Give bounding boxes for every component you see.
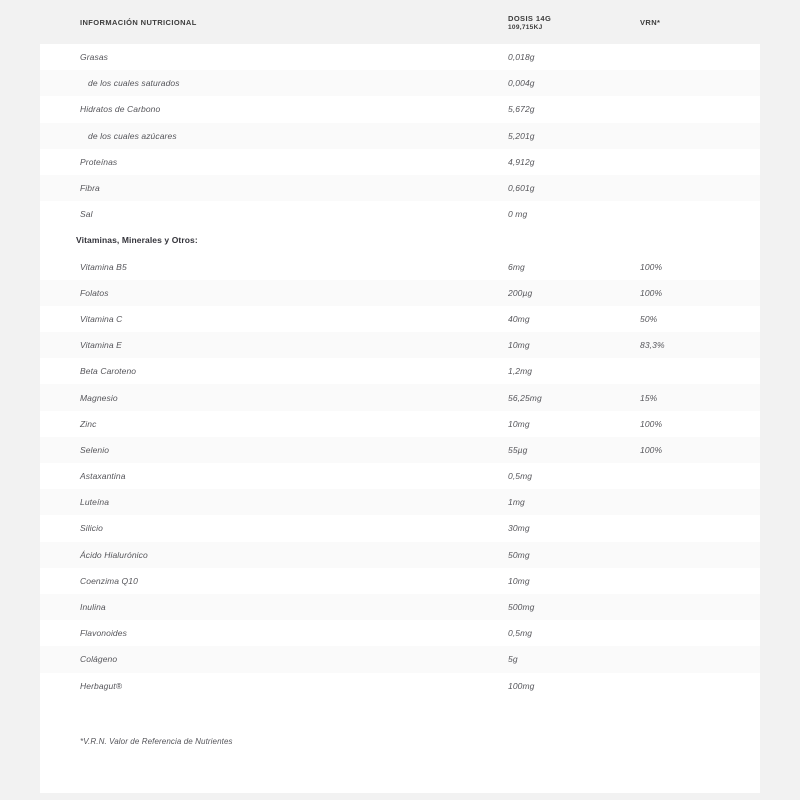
nutrient-dose: 0,018g xyxy=(508,52,535,63)
table-row xyxy=(40,463,760,489)
nutrient-name: Vitamina E xyxy=(80,340,122,351)
table-row xyxy=(40,515,760,541)
nutrient-dose: 10mg xyxy=(508,575,530,586)
nutrient-dose: 56,25mg xyxy=(508,392,542,403)
tail-cell xyxy=(40,759,760,793)
nutrient-dose: 4,912g xyxy=(508,156,535,167)
column-header-vrn: VRN* xyxy=(640,0,760,44)
table-section-row xyxy=(40,227,760,253)
nutrient-vrn xyxy=(640,358,760,384)
table-row xyxy=(40,306,760,332)
table-row xyxy=(40,358,760,384)
nutrient-dose: 30mg xyxy=(508,523,530,534)
nutrient-vrn xyxy=(640,175,760,201)
nutrient-name: Sal xyxy=(80,209,93,220)
table-row xyxy=(40,489,760,515)
nutrient-vrn xyxy=(640,149,760,175)
column-header-dose xyxy=(508,0,640,44)
nutrient-name: Folatos xyxy=(80,287,109,298)
spacer-cell xyxy=(40,699,760,725)
nutrient-vrn xyxy=(640,96,760,122)
nutrient-name: Ácido Hialurónico xyxy=(80,549,148,560)
table-row xyxy=(40,542,760,568)
table-header xyxy=(40,0,760,44)
nutrient-name: Hidratos de Carbono xyxy=(80,104,161,115)
table-header-row xyxy=(40,0,760,44)
nutrient-name: Vitamina C xyxy=(80,313,123,324)
nutrient-vrn xyxy=(640,70,760,96)
nutrient-dose: 100mg xyxy=(508,680,535,691)
table-row xyxy=(40,149,760,175)
table-body xyxy=(40,44,760,793)
nutrient-vrn xyxy=(640,44,760,70)
nutrient-dose: 1mg xyxy=(508,497,525,508)
nutrient-vrn xyxy=(640,673,760,699)
nutrient-name: Selenio xyxy=(80,444,110,455)
nutrient-name: Silicio xyxy=(80,523,103,534)
nutrient-vrn xyxy=(640,489,760,515)
nutrient-name: Beta Caroteno xyxy=(80,366,137,377)
nutrient-dose: 0 mg xyxy=(508,209,528,220)
nutrient-vrn xyxy=(640,227,760,253)
table-row xyxy=(40,96,760,122)
nutrient-name: Grasas xyxy=(80,52,108,63)
nutrient-vrn: 100% xyxy=(640,418,663,429)
nutrient-dose: 5,672g xyxy=(508,104,535,115)
nutrient-name: Zinc xyxy=(80,418,97,429)
nutrient-vrn xyxy=(640,594,760,620)
nutrient-vrn: 100% xyxy=(640,261,663,272)
table-row xyxy=(40,175,760,201)
table-spacer-row xyxy=(40,699,760,725)
nutrient-dose: 0,004g xyxy=(508,78,535,89)
table-row xyxy=(40,44,760,70)
nutrient-dose xyxy=(508,227,640,253)
nutrient-vrn xyxy=(640,646,760,672)
nutrient-dose: 50mg xyxy=(508,549,530,560)
table-row xyxy=(40,332,760,358)
nutrient-name: Flavonoides xyxy=(80,628,127,639)
table-row xyxy=(40,70,760,96)
table-tail-row xyxy=(40,759,760,793)
nutrient-vrn xyxy=(640,568,760,594)
table-row xyxy=(40,646,760,672)
section-label: Vitaminas, Minerales y Otros: xyxy=(76,235,198,246)
table-row xyxy=(40,201,760,227)
nutrient-dose: 40mg xyxy=(508,313,530,324)
nutrient-dose: 10mg xyxy=(508,418,530,429)
table-row xyxy=(40,673,760,699)
nutrient-vrn: 15% xyxy=(640,392,658,403)
nutrient-dose: 10mg xyxy=(508,340,530,351)
table-row xyxy=(40,437,760,463)
footnote-text: *V.R.N. Valor de Referencia de Nutrientes xyxy=(80,737,233,747)
nutrient-name: Magnesio xyxy=(80,392,118,403)
nutrient-dose: 55µg xyxy=(508,444,528,455)
nutrient-vrn xyxy=(640,463,760,489)
column-header-name: INFORMACIÓN NUTRICIONAL xyxy=(40,0,508,44)
footnote-row xyxy=(40,725,760,759)
nutrient-name: Proteínas xyxy=(80,156,118,167)
table-row xyxy=(40,568,760,594)
nutrient-vrn xyxy=(640,542,760,568)
nutrient-dose: 5g xyxy=(508,654,518,665)
nutrient-dose: 200µg xyxy=(508,287,533,298)
nutrient-dose: 0,601g xyxy=(508,183,535,194)
nutrition-table xyxy=(40,0,760,793)
nutrient-dose: 0,5mg xyxy=(508,628,533,639)
table-row xyxy=(40,620,760,646)
nutrient-vrn xyxy=(640,201,760,227)
nutrient-name: Inulina xyxy=(80,602,106,613)
nutrient-name: Coenzima Q10 xyxy=(80,575,138,586)
column-header-dose-line1: DOSIS 14G xyxy=(508,13,552,23)
nutrient-name: de los cuales saturados xyxy=(88,78,180,89)
nutrient-name: Colágeno xyxy=(80,654,118,665)
table-row xyxy=(40,280,760,306)
nutrient-dose: 500mg xyxy=(508,602,535,613)
table-row xyxy=(40,594,760,620)
nutrient-vrn xyxy=(640,620,760,646)
nutrient-dose: 5,201g xyxy=(508,130,535,141)
nutrient-name: de los cuales azúcares xyxy=(88,130,177,141)
column-header-dose-line2: 109,715KJ xyxy=(508,23,543,31)
nutrient-vrn: 100% xyxy=(640,287,663,298)
nutrient-name: Astaxantina xyxy=(80,471,126,482)
table-row xyxy=(40,254,760,280)
nutrient-name: Herbagut® xyxy=(80,680,123,691)
nutrient-vrn xyxy=(640,123,760,149)
nutrient-name: Vitamina B5 xyxy=(80,261,127,272)
table-row xyxy=(40,411,760,437)
nutrient-name: Luteína xyxy=(80,497,110,508)
nutrient-dose: 0,5mg xyxy=(508,471,533,482)
nutrient-name: Fibra xyxy=(80,183,100,194)
table-row xyxy=(40,123,760,149)
nutrient-vrn: 83,3% xyxy=(640,340,665,351)
nutrient-dose: 6mg xyxy=(508,261,525,272)
nutrient-dose: 1,2mg xyxy=(508,366,533,377)
nutrient-vrn: 100% xyxy=(640,444,663,455)
nutrient-vrn xyxy=(640,515,760,541)
table-row xyxy=(40,384,760,410)
nutrient-vrn: 50% xyxy=(640,313,658,324)
